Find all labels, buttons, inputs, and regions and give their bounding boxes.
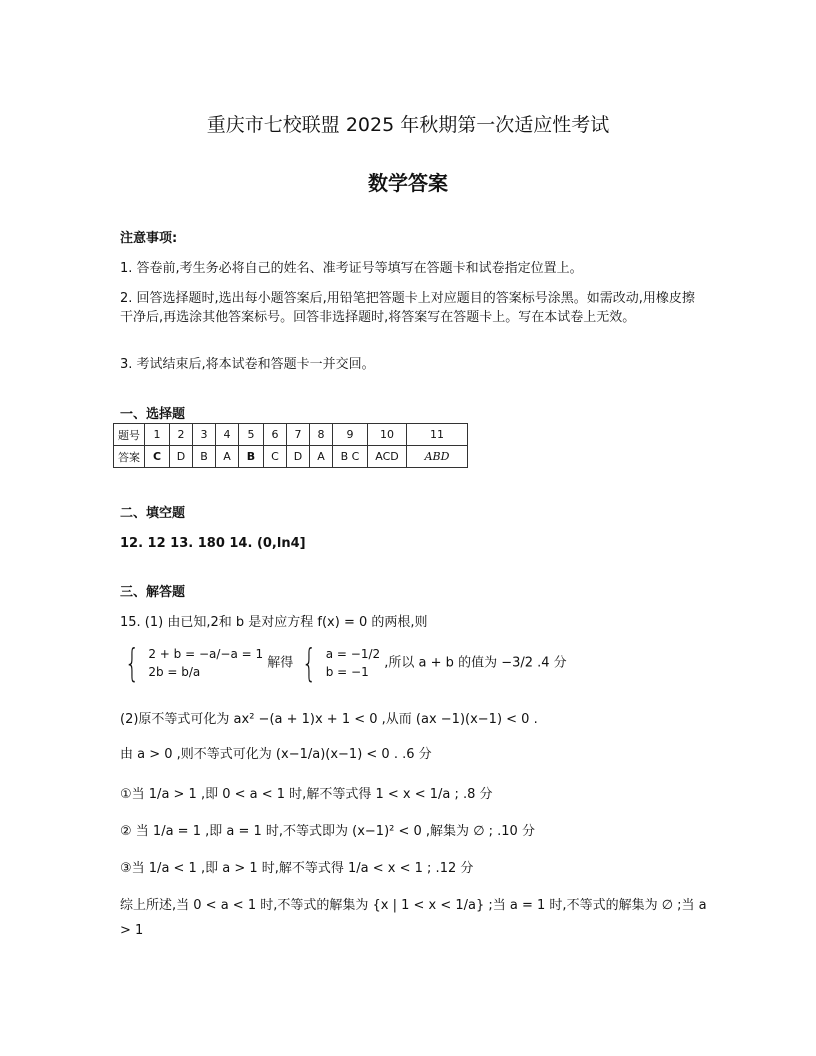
note-item-1: 1. 答卷前,考生务必将自己的姓名、准考证号等填写在答题卡和试卷指定位置上。 bbox=[120, 261, 583, 276]
answer-cell: A bbox=[216, 446, 239, 468]
system-eq-1: 2 + b = −a/−a = 1 bbox=[148, 647, 264, 661]
exam-title: 重庆市七校联盟 2025 年秋期第一次适应性考试 bbox=[206, 114, 610, 136]
note-item-2: 2. 回答选择题时,选出每小题答案后,用铅笔把答题卡上对应题目的答案标号涂黑。如需改动,用橡皮擦干净后,再选涂其他答案标号。回答非选择题时,将答案写在答题卡上。写在本试卷上无效。 bbox=[120, 291, 695, 325]
answer-cell: ACD bbox=[368, 446, 407, 468]
question-number: 3 bbox=[193, 424, 216, 446]
question-number: 11 bbox=[407, 424, 468, 446]
notes-heading: 注意事项: bbox=[120, 231, 178, 246]
equation-system bbox=[120, 643, 567, 683]
summary-line-2: > 1 bbox=[120, 923, 144, 938]
question-number: 7 bbox=[287, 424, 310, 446]
solution-b: b = −1 bbox=[325, 665, 369, 679]
question-number: 1 bbox=[145, 424, 170, 446]
question-number: 2 bbox=[170, 424, 193, 446]
section1-heading: 一、选择题 bbox=[120, 407, 186, 422]
sum-result: ,所以 a + b 的值为 −3/2 .4 分 bbox=[384, 655, 567, 671]
answer-cell: ABD bbox=[407, 446, 468, 468]
case-2: ② 当 1/a = 1 ,即 a = 1 时,不等式即为 (x−1)² < 0 ,解集为 ∅ ; .10 分 bbox=[120, 824, 535, 839]
section2-heading: 二、填空题 bbox=[120, 506, 186, 521]
answer-cell: D bbox=[170, 446, 193, 468]
question-number: 4 bbox=[216, 424, 239, 446]
left-brace: { bbox=[124, 641, 140, 685]
row-label-question: 题号 bbox=[114, 424, 145, 446]
system-left bbox=[148, 645, 263, 681]
answer-cell: B bbox=[193, 446, 216, 468]
answer-cell: A bbox=[310, 446, 333, 468]
answer-table bbox=[113, 423, 468, 468]
case-3: ③当 1/a < 1 ,即 a > 1 时,解不等式得 1/a < x < 1 ; .12 分 bbox=[120, 861, 474, 876]
answer-row bbox=[114, 446, 468, 468]
summary-line-1: 综上所述,当 0 < a < 1 时,不等式的解集为 {x | 1 < x < 1/a} ;当 a = 1 时,不等式的解集为 ∅ ;当 a bbox=[120, 898, 707, 913]
left-brace: { bbox=[302, 641, 317, 685]
question-number: 8 bbox=[310, 424, 333, 446]
system-right bbox=[326, 645, 380, 681]
question-number-row bbox=[114, 424, 468, 446]
case-1: ①当 1/a > 1 ,即 0 < a < 1 时,解不等式得 1 < x < 1/a ; .8 分 bbox=[120, 787, 493, 802]
solve-word: 解得 bbox=[267, 655, 294, 671]
question-number: 6 bbox=[264, 424, 287, 446]
answer-cell: C bbox=[145, 446, 170, 468]
answer-cell: D bbox=[287, 446, 310, 468]
question-number: 10 bbox=[368, 424, 407, 446]
answer-cell: B C bbox=[333, 446, 368, 468]
question-number: 9 bbox=[333, 424, 368, 446]
answer-cell: C bbox=[264, 446, 287, 468]
section3-heading: 三、解答题 bbox=[120, 585, 186, 600]
q15-intro: 15. (1) 由已知,2和 b 是对应方程 f(x) = 0 的两根,则 bbox=[120, 615, 428, 630]
system-eq-2: 2b = b/a bbox=[148, 665, 201, 679]
answer-key-subtitle: 数学答案 bbox=[368, 171, 448, 195]
part2-line-2: 由 a > 0 ,则不等式可化为 (x−1/a)(x−1) < 0 . .6 分 bbox=[120, 747, 432, 762]
fill-in-answers: 12. 12 13. 180 14. (0,ln4] bbox=[120, 536, 306, 551]
solution-a: a = −1/2 bbox=[325, 647, 381, 661]
note-item-3: 3. 考试结束后,将本试卷和答题卡一并交回。 bbox=[120, 357, 375, 372]
part2-line: (2)原不等式可化为 ax² −(a + 1)x + 1 < 0 ,从而 (ax −1)(x−1) < 0 . bbox=[120, 712, 538, 727]
question-number: 5 bbox=[239, 424, 264, 446]
row-label-answer: 答案 bbox=[114, 446, 145, 468]
answer-cell: B bbox=[239, 446, 264, 468]
